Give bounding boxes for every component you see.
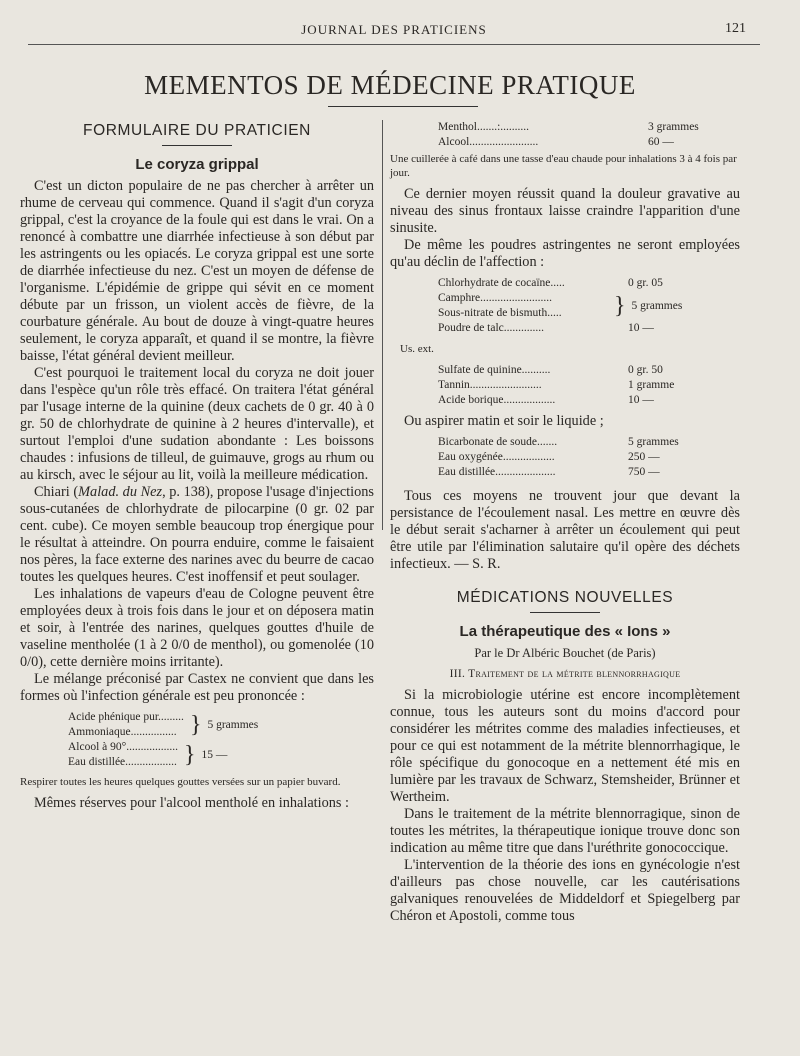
formula-row — [438, 465, 740, 480]
paragraph: Tous ces moyens ne trouvent jour que devant la persistance de l'écoulement nasal. Les mettre en œuvre dès le début serait s'acharner à arrêter un écoulement qui peut être utile par l'élimination salutaire qu'il opère des déchets infectieux. — S. R. — [390, 488, 740, 572]
text-run: , p. 138), propose l'usage d'injections sous-cutanées de chlorhydrate de pilocarpine (0 gr. 02 par cent. cube). Ce moyen semble beaucoup trop énergique pour le résultat à atteindre. On pourra enduire, comme le faisaient nos pères, la face externe des narines avec du beurre de cacao toutes les quelques heures. C'est inoffensif et peut soulager. — [20, 484, 374, 585]
paragraph: C'est pourquoi le traitement local du coryza ne doit jouer dans l'espèce qu'un rôle très effacé. On traitera l'état général par l'usage interne de la quinine (deux cachets de 0 gr. 40 à 0 gr. 50 de chlorhydrate de quinine à 2 heures d'intervalle), et surtout l'emploi d'une sudation abondante : Les boissons chaudes : infusions de tilleul, de guimauve, grogs au rhum ou au kirsch, avec le séjour au lit, voilà la meilleure médication. — [20, 365, 374, 483]
left-column — [20, 120, 374, 1028]
formula-note: Respirer toutes les heures quelques gouttes versées sur un papier buvard. — [20, 776, 341, 788]
formula-quantity: 60 — — [648, 136, 674, 148]
formula-row — [438, 393, 740, 408]
formula-quantity: 250 — — [628, 451, 660, 463]
formula-ingredient: Acide phénique pur......... — [68, 711, 184, 723]
formula-ingredient: Sulfate de quinine.......... — [438, 364, 551, 376]
running-header — [28, 14, 760, 45]
formula-ingredient: Menthol.......:.......... — [438, 121, 530, 133]
right-column — [390, 120, 740, 1028]
formula-quantity: 5 grammes — [631, 299, 683, 312]
column-divider — [382, 120, 383, 530]
usage-label: Us. ext. — [400, 343, 434, 355]
journal-title: JOURNAL DES PRATICIENS — [301, 22, 487, 37]
paragraph: Ou aspirer matin et soir le liquide ; — [404, 413, 604, 429]
section-rule — [162, 145, 232, 146]
formula-ingredient: Camphre......................... — [438, 292, 553, 304]
formula-quantity: 5 grammes — [207, 718, 259, 731]
subsection-heading-ions: La thérapeutique des « Ions » — [459, 623, 671, 640]
paragraph — [20, 484, 374, 586]
formula-ingredient: Bicarbonate de soude....... — [438, 436, 558, 448]
formula-quantity: 3 grammes — [648, 121, 699, 133]
formula-quantity: 1 gramme — [628, 379, 675, 391]
formula-quantity: 750 — — [628, 466, 660, 478]
part-heading: III. Traitement de la métrite blennorrhagique — [449, 668, 681, 680]
formula-ingredient: Alcool à 90°.................. — [68, 741, 179, 753]
formula-row — [438, 120, 740, 135]
paragraph: Ce dernier moyen réussit quand la douleur gravative au niveau des sinus frontaux laisse craindre l'apparition d'une sinusite. — [390, 186, 740, 236]
section-heading-medications: MÉDICATIONS NOUVELLES — [456, 589, 674, 606]
formula-ingredient: Alcool........................ — [438, 136, 539, 148]
formula-quantity: 0 gr. 50 — [628, 364, 663, 376]
title-rule — [328, 106, 478, 107]
main-title: MEMENTOS DE MÉDECINE PRATIQUE — [144, 70, 636, 100]
formula-quantity: 0 gr. 05 — [628, 277, 663, 289]
formula-quantity: 5 grammes — [628, 436, 679, 448]
brace-glyph: } — [189, 712, 202, 738]
byline: Par le Dr Albéric Bouchet (de Paris) — [474, 646, 656, 660]
paragraph: Si la microbiologie utérine est encore incomplètement connue, tous les auteurs sont du moins d'accord pour considérer les métrites comme des maladies infectieuses, et pour ce qui est notamment de la métrite blennorrhagique, le rôle spécifique du gonocoque en a nettement été mis en lumière par les travaux de Schwarz, Stemsheider, Brünner et Wertheim. — [390, 687, 740, 805]
formula-row — [438, 276, 740, 291]
formula-ingredient: Eau oxygénée.................. — [438, 451, 555, 463]
formula-row — [438, 321, 740, 336]
formula-ingredient: Sous-nitrate de bismuth..... — [438, 307, 562, 319]
formula-liquid — [438, 435, 740, 480]
formula-ingredient: Eau distillée..................... — [438, 466, 556, 478]
paragraph: L'intervention de la théorie des ions en gynécologie n'est d'ailleurs pas chose nouvelle, car les cautérisations galvaniques renouvelées de Middeldorf et Spiegelberg par Chéron et Apostoli, comme tous — [390, 857, 740, 924]
paragraph: Les inhalations de vapeurs d'eau de Cologne peuvent être employées deux à trois fois dans le jour et on déposera matin et soir, à l'entrée des narines, quelques gouttes d'huile de vaseline mentholée (1 à 2 0/0 de menthol), ou gomenolée (10 0/0), cette dernière moins irritante). — [20, 586, 374, 670]
formula-ingredient: Ammoniaque................ — [68, 726, 177, 738]
paragraph: C'est un dicton populaire de ne pas chercher à arrêter un rhume de cerveau qui commence. Quand il s'agit d'un coryza grippal, c'est la croyance de la foule qui est dans le vrai. On a renoncé à combattre une diarrhée infectieuse à son début par les astringents ou les opiacés. Le coryza grippal est une sorte de diarrhée infectieuse du nez. C'est un moyen de défense de l'organisme. L'épidémie de grippe qui sévit en ce moment débute par un frisson, un violent accès de fièvre, de la courbature générale. Au bout de douze à vingt-quatre heures seulement, le coryza apparaît, et quand il se montre, la fièvre baisse, l'état général devient meilleur. — [20, 178, 374, 364]
paragraph: De même les poudres astringentes ne seront employées qu'au déclin de l'affection : — [390, 237, 740, 270]
formula-castex — [68, 710, 374, 770]
citation-title: Malad. du Nez — [78, 484, 163, 500]
formula-quantity: 15 — — [201, 748, 228, 761]
formula-row — [438, 435, 740, 450]
section-rule — [530, 612, 600, 613]
formula-ingredient: Poudre de talc.............. — [438, 322, 545, 334]
formula-group — [68, 740, 374, 770]
formula-row — [438, 135, 740, 150]
formula-row — [438, 450, 740, 465]
formula-powder — [438, 276, 740, 336]
paragraph: Le mélange préconisé par Castex ne convient que dans les formes où l'infection générale est peu prononcée : — [20, 671, 374, 704]
formula-group — [68, 710, 374, 740]
formula-note: Une cuillerée à café dans une tasse d'eau chaude pour inhalations 3 à 4 fois par jour. — [390, 153, 737, 179]
paragraph: Dans le traitement de la métrite blennorragique, sinon de toutes les métrites, la thérapeutique ionique trouve donc son indication au même titre que dans l'uréthrite gonococcique. — [390, 806, 740, 856]
formula-ingredient: Eau distillée.................. — [68, 756, 177, 768]
formula-ingredient: Acide borique.................. — [438, 394, 556, 406]
page-number: 121 — [725, 21, 746, 36]
formula-ingredient: Chlorhydrate de cocaïne..... — [438, 277, 565, 289]
formula-row — [438, 378, 740, 393]
paragraph: Mêmes réserves pour l'alcool mentholé en inhalations : — [34, 795, 350, 811]
brace-glyph: } — [184, 742, 196, 768]
section-heading-formulaire: FORMULAIRE DU PRATICIEN — [83, 122, 311, 139]
formula-quantity: 10 — — [628, 322, 654, 334]
text-run: Chiari ( — [34, 484, 79, 500]
brace-glyph: } — [614, 293, 626, 319]
formula-ingredient: Tannin......................... — [438, 379, 542, 391]
subsection-heading-coryza: Le coryza grippal — [135, 156, 259, 173]
formula-menthol — [438, 120, 740, 150]
formula-row — [438, 363, 740, 378]
formula-quantity: 10 — — [628, 394, 654, 406]
formula-quinine — [438, 363, 740, 408]
formula-group — [438, 291, 740, 321]
